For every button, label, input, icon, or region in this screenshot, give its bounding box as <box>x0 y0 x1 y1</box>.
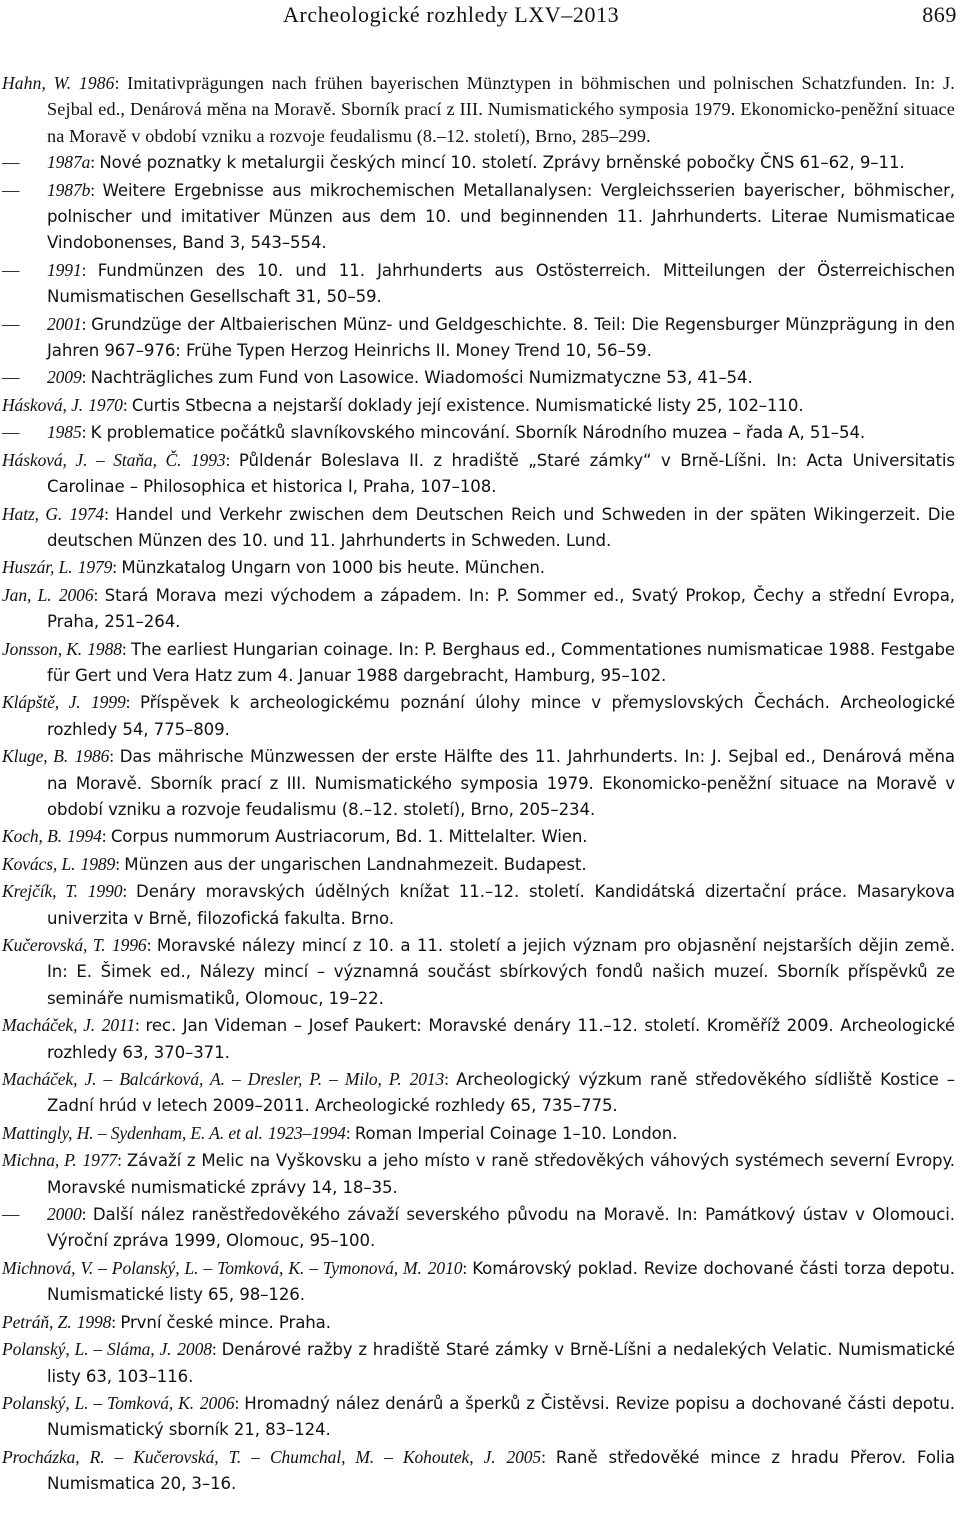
page-number: 869 <box>922 2 957 27</box>
reference-entry: — 1985: K problematice počátků slavníkovského mincování. Sborník Národního muzea – řada A, 51–54. <box>2 419 955 446</box>
reference-text: The earliest Hungarian coinage. In: P. Berghaus ed., Commentationes numismaticae 1988. Festgabe für Gert und Vera Hatz zum 4. Januar 1988 dargebracht, Hamburg, 95–102. <box>47 639 955 685</box>
reference-text: Weitere Ergebnisse aus mikrochemischen Metallanalysen: Vergleichsserien bayerischer, böhmischer, polnischer und imitativer Münzen aus dem 10. und beginnenden 11. Jahrhunderts. Literae Numismaticae Vindobonenses, Band 3, 543–554. <box>47 180 955 253</box>
reference-year: 2013 <box>409 1069 445 1090</box>
reference-entry: — 2000: Další nález raněstředověkého závaží severského původu na Moravě. In: Památkový ústav v Olomouci. Výroční zpráva 1999, Olomouc, 95–100. <box>2 1201 955 1255</box>
reference-entry: Polanský, L. – Tomková, K. 2006: Hromadný nález denárů a šperků z Čistěvsi. Revize popisu a dochované části depotu. Numismatický sborník 21, 83–124. <box>2 1392 955 1440</box>
reference-text: Půldenár Boleslava II. z hradiště „Staré zámky“ v Brně-Líšni. In: Acta Universitatis Carolinae – Philosophica et historica I, Praha, 107–108. <box>47 450 955 497</box>
journal-title: Archeologické rozhledy LXV–2013 <box>283 2 620 27</box>
reference-entry: — 2001: Grundzüge der Altbaierischen Münz- und Geldgeschichte. 8. Teil: Die Regensburger Münzprägung in den Jahren 967–976: Frühe Typen Herzog Heinrichs II. Money Trend 10, 56–59. <box>2 311 955 365</box>
reference-year: 1993 <box>190 449 226 470</box>
ditto-dash: — <box>2 422 20 443</box>
reference-year: 1979 <box>77 557 113 578</box>
reference-text: Komárovský poklad. Revize dochované části torza depotu. Numismatické listy 65, 98–126. <box>47 1258 955 1305</box>
reference-year: 1974 <box>69 503 105 524</box>
reference-text: Münzkatalog Ungarn von 1000 bis heute. München. <box>121 558 545 578</box>
reference-year: 2006 <box>199 1392 235 1413</box>
reference-year: 2001 <box>47 313 82 334</box>
reference-text: Das mährische Münzwessen der erste Hälfte des 11. Jahrhunderts. In: J. Sejbal ed., Denárová měna na Moravě. Sborník prací z III. Numismatického symposia 1979. Ekonomicko-peněžní situace na Moravě v období vzniku a rozvoje feudalismu (8.–12. století), Brno, 205–234. <box>47 747 955 819</box>
reference-text: Grundzüge der Altbaierischen Münz- und Geldgeschichte. 8. Teil: Die Regensburger Münzprägung in den Jahren 967–976: Frühe Typen Herzog Heinrichs II. Money Trend 10, 56–59. <box>47 314 955 361</box>
reference-year: 2010 <box>427 1257 463 1278</box>
reference-entry: Macháček, J. 2011: rec. Jan Videman – Josef Paukert: Moravské denáry 11.–12. století. Kroměříž 2009. Archeologické rozhledy 63, 370–371. <box>2 1015 955 1062</box>
reference-year: 1989 <box>80 853 116 874</box>
reference-entry: Kluge, B. 1986: Das mährische Münzwessen der erste Hälfte des 11. Jahrhunderts. In: J. Sejbal ed., Denárová měna na Moravě. Sborník prací z III. Numismatického symposia 1979. Ekonomicko-peněžní situace na Moravě v období vzniku a rozvoje feudalismu (8.–12. století), Brno, 205–234. <box>2 746 955 819</box>
reference-text: Další nález raněstředověkého závaží severského původu na Moravě. In: Památkový ústav v Olomouci. Výroční zpráva 1999, Olomouc, 95–100. <box>47 1205 955 1251</box>
reference-author: Koch, B. <box>2 826 62 847</box>
reference-text: rec. Jan Videman – Josef Paukert: Moravské denáry 11.–12. století. Kroměříž 2009. Archeologické rozhledy 63, 370–371. <box>47 1016 955 1062</box>
reference-year: 1977 <box>82 1150 118 1171</box>
reference-entry: — 1987b: Weitere Ergebnisse aus mikrochemischen Metallanalysen: Vergleichsserien bayerischer, böhmischer, polnischer und imitativer Münzen aus dem 10. und beginnenden 11. Jahrhunderts. Literae Numismaticae Vindobonenses, Band 3, 543–554. <box>2 177 955 257</box>
reference-author: Petráň, Z. <box>2 1311 72 1332</box>
reference-author: Michna, P. <box>2 1150 77 1171</box>
ditto-dash: — <box>2 179 20 200</box>
reference-text: Handel und Verkehr zwischen dem Deutschen Reich und Schweden in der späten Wikingerzeit. Die deutschen Münzen des 10. und 11. Jahrhunderts in Schweden. Lund. <box>47 504 955 550</box>
reference-entry: Polanský, L. – Sláma, J. 2008: Denárové ražby z hradiště Staré zámky v Brně-Líšni a nedalekých Velatic. Numismatické listy 63, 103–116. <box>2 1339 955 1386</box>
reference-entry: Petráň, Z. 1998: První české mince. Praha. <box>2 1311 331 1332</box>
reference-author: Hahn, W. <box>2 73 72 93</box>
reference-text: Corpus nummorum Austriacorum, Bd. 1. Mittelalter. Wien. <box>110 827 588 847</box>
reference-text: Denáry moravských údělných knížat 11.–12. století. Kandidátská dizertační práce. Masarykova univerzita v Brně, filozofická fakulta. Brno. <box>47 882 955 928</box>
reference-author: Jan, L. <box>2 584 52 605</box>
reference-entry: Krejčík, T. 1990: Denáry moravských údělných knížat 11.–12. století. Kandidátská dizertační práce. Masarykova univerzita v Brně, filozofická fakulta. Brno. <box>2 881 955 928</box>
reference-text: Raně středověké mince z hradu Přerov. Folia Numismatica 20, 3–16. <box>47 1447 955 1494</box>
reference-text: Příspěvek k archeologickému poznání úlohy mince v přemyslovských Čechách. Archeologické rozhledy 54, 775–809. <box>47 693 955 739</box>
reference-author: Macháček, J. <box>2 1015 96 1036</box>
reference-year: 1970 <box>88 394 123 415</box>
reference-entry: — 1987a: Nové poznatky k metalurgii českých mincí 10. století. Zprávy brněnské pobočky ČNS 61–62, 9–11. <box>2 149 955 176</box>
reference-entry: Klápště, J. 1999: Příspěvek k archeologickému poznání úlohy mince v přemyslovských Čechách. Archeologické rozhledy 54, 775–809. <box>2 692 955 739</box>
reference-author: Kluge, B. <box>2 746 69 767</box>
reference-entry: Kovács, L. 1989: Münzen aus der ungarischen Landnahmezeit. Budapest. <box>2 853 587 874</box>
reference-list <box>2 70 955 1498</box>
reference-text: Závaží z Melic na Vyškovsku a jeho místo v raně středověkých váhových systémech severní Evropy. Moravské numismatické zprávy 14, 18–35. <box>47 1151 955 1197</box>
reference-entry: Michna, P. 1977: Závaží z Melic na Vyškovsku a jeho místo v raně středověkých váhových systémech severní Evropy. Moravské numismatické zprávy 14, 18–35. <box>2 1150 955 1197</box>
reference-year: 1987a <box>47 152 91 173</box>
reference-entry: Hásková, J. – Staňa, Č. 1993: Půldenár Boleslava II. z hradiště „Staré zámky“ v Brně-Líšni. In: Acta Universitatis Carolinae – Philosophica et historica I, Praha, 107–108. <box>2 449 955 497</box>
reference-author: Klápště, J. <box>2 692 81 713</box>
reference-text: Stará Morava mezi východem a západem. In: P. Sommer ed., Svatý Prokop, Čechy a střední Evropa, Praha, 251–264. <box>47 585 955 632</box>
reference-text: K problematice počátků slavníkovského mincování. Sborník Národního muzea – řada A, 51–54. <box>90 423 866 443</box>
reference-author: Mattingly, H. – Sydenham, E. A. et al. <box>2 1122 263 1143</box>
reference-year: 1985 <box>47 422 82 443</box>
reference-author: Procházka, R. – Kučerovská, T. – Chumchal, M. – Kohoutek, J. <box>2 1446 496 1467</box>
reference-entry: Hásková, J. 1970: Curtis Stbecna a nejstarší doklady její existence. Numismatické listy 25, 102–110. <box>2 394 804 415</box>
reference-year: 1990 <box>87 881 123 902</box>
ditto-dash: — <box>2 259 20 280</box>
reference-author: Jonsson, K. <box>2 638 83 659</box>
ditto-dash: — <box>2 367 20 388</box>
reference-author: Kovács, L. <box>2 853 76 874</box>
reference-author: Hásková, J. <box>2 394 84 415</box>
reference-entry: Huszár, L. 1979: Münzkatalog Ungarn von 1000 bis heute. München. <box>2 557 545 578</box>
reference-text: Hromadný nález denárů a šperků z Čistěvsi. Revize popisu a dochované části depotu. Numismatický sborník 21, 83–124. <box>47 1393 955 1440</box>
reference-author: Kučerovská, T. <box>2 935 106 955</box>
reference-entry: Hahn, W. 1986: Imitativprägungen nach frühen bayerischen Münztypen in böhmischen und polnischen Schatzfunden. In: J. Sejbal ed., Denárová měna na Moravě. Sborník prací z III. Numismatického symposia 1979. Ekonomicko-peněžní situace na Moravě v období vzniku a rozvoje feudalismu (8.–12. století), Brno, 285–299. <box>2 73 955 146</box>
reference-year: 1996 <box>111 935 147 955</box>
reference-year: 1991 <box>47 259 82 280</box>
reference-entry: Procházka, R. – Kučerovská, T. – Chumchal, M. – Kohoutek, J. 2005: Raně středověké mince z hradu Přerov. Folia Numismatica 20, 3–16. <box>2 1446 955 1494</box>
reference-text: Münzen aus der ungarischen Landnahmezeit. Budapest. <box>124 854 587 874</box>
reference-entry: Macháček, J. – Balcárková, A. – Dresler, P. – Milo, P. 2013: Archeologický výzkum raně středověkého sídliště Kostice – Zadní hrúd v letech 2009–2011. Archeologické rozhledy 65, 735–775. <box>2 1069 955 1116</box>
reference-entry: Michnová, V. – Polanský, L. – Tomková, K. – Tymonová, M. 2010: Komárovský poklad. Revize dochované části torza depotu. Numismatické listy 65, 98–126. <box>2 1257 955 1305</box>
reference-text: Curtis Stbecna a nejstarší doklady její existence. Numismatické listy 25, 102–110. <box>131 395 804 415</box>
reference-entry: Jan, L. 2006: Stará Morava mezi východem a západem. In: P. Sommer ed., Svatý Prokop, Čechy a střední Evropa, Praha, 251–264. <box>2 584 955 632</box>
reference-year: 2011 <box>101 1015 135 1036</box>
reference-entry: — 1991: Fundmünzen des 10. und 11. Jahrhunderts aus Ostösterreich. Mitteilungen der Österreichischen Numismatischen Gesellschaft 31, 50–59. <box>2 257 955 311</box>
reference-entry: Kučerovská, T. 1996: Moravské nálezy mincí z 10. a 11. století a jejich význam pro objasnění nejstarších dějin země. In: E. Šimek ed., Nálezy mincí – významná součást sbírkových fondů našich muzeí. Sborník příspěvků ze semináře numismatiků, Olomouc, 19–22. <box>2 935 955 1008</box>
reference-year: 2000 <box>47 1204 82 1225</box>
reference-author: Krejčík, T. <box>2 881 78 902</box>
reference-author: Polanský, L. – Tomková, K. <box>2 1392 195 1413</box>
reference-text: První české mince. Praha. <box>120 1312 331 1332</box>
reference-year: 1986 <box>78 73 115 93</box>
reference-entry: Hatz, G. 1974: Handel und Verkehr zwischen dem Deutschen Reich und Schweden in der späten Wikingerzeit. Die deutschen Münzen des 10. und 11. Jahrhunderts in Schweden. Lund. <box>2 503 955 550</box>
reference-entry: — 2009: Nachträgliches zum Fund von Lasowice. Wiadomości Numizmatyczne 53, 41–54. <box>2 364 955 391</box>
reference-year: 1988 <box>87 638 122 659</box>
reference-year: 1999 <box>91 692 126 713</box>
reference-author: Huszár, L. <box>2 557 73 578</box>
reference-year: 1987b <box>47 179 91 200</box>
ditto-dash: — <box>2 313 20 334</box>
reference-entry: Jonsson, K. 1988: The earliest Hungarian coinage. In: P. Berghaus ed., Commentationes numismaticae 1988. Festgabe für Gert und Vera Hatz zum 4. Januar 1988 dargebracht, Hamburg, 95–102. <box>2 638 955 685</box>
reference-text: Nachträgliches zum Fund von Lasowice. Wiadomości Numizmatyczne 53, 41–54. <box>90 368 753 388</box>
reference-entry: Mattingly, H. – Sydenham, E. A. et al. 1923–1994: Roman Imperial Coinage 1–10. London. <box>2 1122 678 1143</box>
reference-author: Hásková, J. – Staňa, Č. <box>2 449 182 470</box>
reference-year: 1923–1994 <box>267 1122 346 1143</box>
reference-text: Moravské nálezy mincí z 10. a 11. století a jejich význam pro objasnění nejstarších dějin země. In: E. Šimek ed., Nálezy mincí – významná součást sbírkových fondů našich muzeí. Sborník příspěvků ze semináře numismatiků, Olomouc, 19–22. <box>47 936 955 1008</box>
reference-year: 2006 <box>58 584 94 605</box>
reference-text: Fundmünzen des 10. und 11. Jahrhunderts aus Ostösterreich. Mitteilungen der Österreichischen Numismatischen Gesellschaft 31, 50–59. <box>47 260 955 307</box>
reference-author: Macháček, J. – Balcárková, A. – Dresler, P. – Milo, P. <box>2 1069 402 1090</box>
running-header <box>0 0 960 34</box>
reference-year: 1986 <box>74 746 110 767</box>
reference-year: 2009 <box>47 367 82 388</box>
reference-year: 2008 <box>177 1339 212 1360</box>
reference-author: Polanský, L. – Sláma, J. <box>2 1339 172 1360</box>
reference-author: Hatz, G. <box>2 503 63 524</box>
reference-text: Denárové ražby z hradiště Staré zámky v Brně-Líšni a nedalekých Velatic. Numismatické listy 63, 103–116. <box>47 1340 955 1386</box>
reference-entry: Koch, B. 1994: Corpus nummorum Austriacorum, Bd. 1. Mittelalter. Wien. <box>2 826 588 847</box>
reference-year: 1994 <box>67 826 102 847</box>
ditto-dash: — <box>2 152 20 173</box>
ditto-dash: — <box>2 1204 20 1225</box>
reference-text: Imitativprägungen nach frühen bayerischen Münztypen in böhmischen und polnischen Schatzfunden. In: J. Sejbal ed., Denárová měna na Moravě. Sborník prací z III. Numismatického symposia 1979. Ekonomicko-peněžní situace na Moravě v období vzniku a rozvoje feudalismu (8.–12. století), Brno, 285–299. <box>47 73 955 146</box>
reference-year: 1998 <box>76 1311 112 1332</box>
reference-text: Nové poznatky k metalurgii českých mincí 10. století. Zprávy brněnské pobočky ČNS 61–62, 9–11. <box>99 153 905 173</box>
reference-text: Roman Imperial Coinage 1–10. London. <box>354 1123 678 1143</box>
reference-year: 2005 <box>506 1446 542 1467</box>
reference-text: Archeologický výzkum raně středověkého sídliště Kostice – Zadní hrúd v letech 2009–2011. Archeologické rozhledy 65, 735–775. <box>47 1070 955 1116</box>
reference-author: Michnová, V. – Polanský, L. – Tomková, K. – Tymonová, M. <box>2 1257 422 1278</box>
